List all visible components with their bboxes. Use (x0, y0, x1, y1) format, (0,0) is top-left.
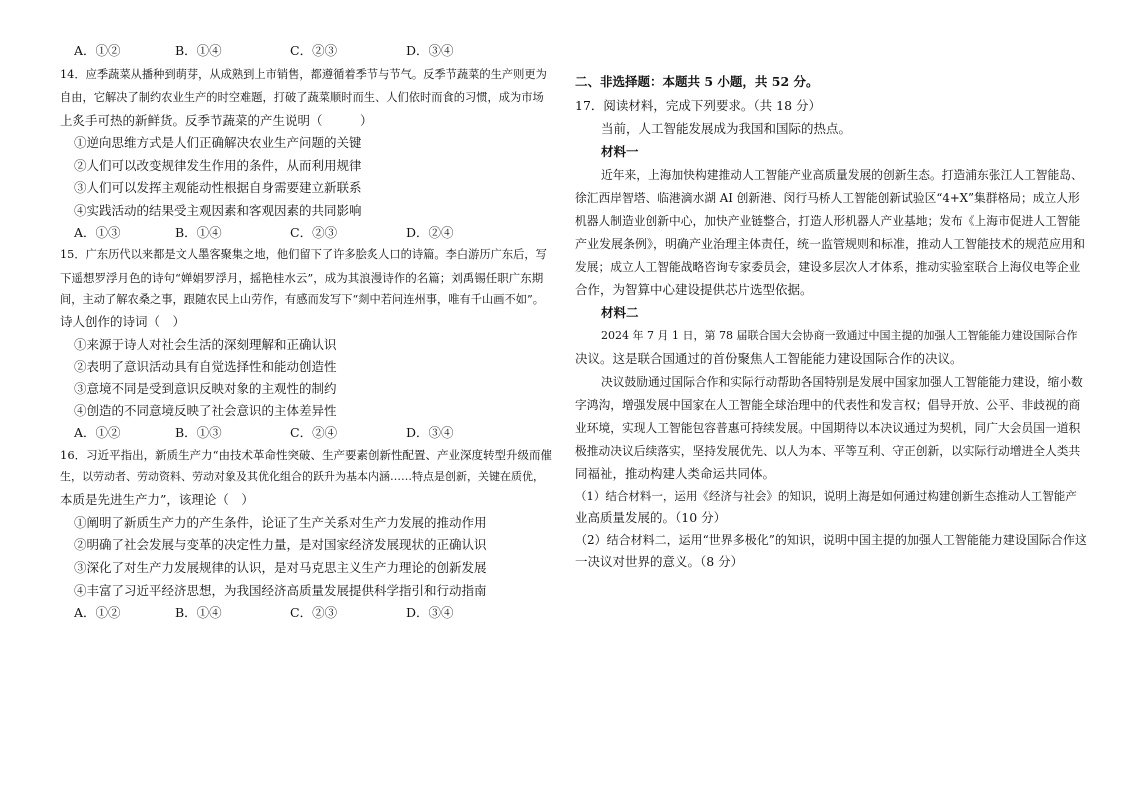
option-a: A．①② (74, 43, 121, 58)
option-c: C．②③ (290, 43, 338, 58)
option-b: B．①④ (175, 605, 222, 620)
q15-item-4: ④创造的不同意境反映了社会意识的主体差异性 (74, 403, 337, 418)
sub-question-2-line-2: 一决议对世界的意义。（8 分） (575, 554, 744, 569)
material-2-p1-line-1: 2024 年 7 月 1 日，第 78 届联合国大会协商一致通过中国主提的加强人工智能能力建设国际合作 (601, 329, 1078, 342)
material-1-line-2: 徐汇西岸智塔、临港滴水湖 AI 创新港、闵行马桥人工智能创新试验区“4+X”集群格局；成立人形 (575, 191, 1080, 205)
option-a: A．①② (74, 425, 121, 440)
q16-item-4: ④丰富了习近平经济思想，为我国经济高质量发展提供科学指引和行动指南 (74, 583, 487, 598)
q14-item-4: ④实践活动的结果受主观因素和客观因素的共同影响 (74, 203, 362, 218)
q15-item-2: ②表明了意识活动具有自觉选择性和能动创造性 (74, 359, 337, 374)
q16-item-2: ②明确了社会发展与变革的决定性力量，是对国家经济发展现状的正确认识 (74, 537, 487, 552)
q15-item-1: ①来源于诗人对社会生活的深刻理解和正确认识 (74, 337, 337, 352)
q17-title: 17．阅读材料，完成下列要求。（共 18 分） (575, 98, 822, 113)
option-a: A．①③ (74, 225, 121, 240)
q14-stem-line-3: 上炙手可热的新鲜货。反季节蔬菜的产生说明（ ） (60, 113, 373, 128)
sub-question-1-line-2: 业高质量发展的。（10 分） (575, 510, 727, 525)
q14-item-1: ①逆向思维方式是人们正确解决农业生产问题的关键 (74, 135, 362, 150)
q14-stem-line-1: 14．应季蔬菜从播种到萌芽，从成熟到上市销售，都遵循着季节与节气。反季节蔬菜的生产则更为 (60, 68, 547, 81)
q16-item-1: ①阐明了新质生产力的产生条件，论证了生产关系对生产力发展的推动作用 (74, 515, 487, 530)
material-1-line-5: 发展；成立人工智能战略咨询专家委员会，建设多层次人才体系，推动实验室联合上海仪电等企业 (575, 260, 1081, 274)
option-c: C．②④ (290, 425, 338, 440)
q16-stem-line-3: 本质是先进生产力”，该理论（ ） (60, 492, 254, 507)
section-title: 二、非选择题：本题共 5 小题，共 52 分。 (575, 74, 819, 89)
material-2-p2-line-3: 业环境，实现人工智能包容普惠可持续发展。中国期待以本决议通过为契机，同广大会员国一道积 (575, 421, 1081, 435)
q15-stem-line-2: 下遥想罗浮月色的诗句“婵娟罗浮月，摇艳桂水云”，成为其浪漫诗作的名篇；刘禹锡任职广东期 (60, 271, 544, 285)
option-b: B．①④ (175, 225, 222, 240)
material-2-title: 材料二 (601, 305, 639, 320)
option-d: D．③④ (406, 425, 454, 440)
material-1-line-6: 合作，为智算中心建设提供芯片选型依据。 (575, 282, 813, 297)
option-d: D．③④ (406, 43, 454, 58)
option-d: D．②④ (406, 225, 454, 240)
material-2-p2-line-1: 决议鼓励通过国际合作和实际行动帮助各国特别是发展中国家加强人工智能能力建设，缩小数 (601, 375, 1083, 389)
q15-stem-line-3: 间，主动了解农桑之事，跟随农民上山劳作，有感而发写下“剡中若问连州事，唯有千山画不如”。 (60, 293, 545, 306)
material-2-p1-line-2: 决议。这是联合国通过的首份聚焦人工智能能力建设国际合作的决议。 (575, 351, 963, 366)
q17-intro: 当前，人工智能发展成为我国和国际的热点。 (601, 121, 852, 136)
q15-stem-line-4: 诗人创作的诗词（ ） (60, 314, 186, 329)
material-2-p2-line-4: 极推动决议后续落实，坚持发展优先、以人为本、平等互利、守正创新，以实际行动增进全人类共 (575, 444, 1081, 458)
option-d: D．③④ (406, 605, 454, 620)
q16-stem-line-2: 生，以劳动者、劳动资料、劳动对象及其优化组合的跃升为基本内涵……特点是创新，关键在质优， (60, 470, 544, 483)
q14-stem-line-2: 自由，它解决了制约农业生产的时空难题，打破了蔬菜顺时而生、人们依时而食的习惯，成为市场 (60, 91, 544, 104)
material-2-p2-line-2: 字鸿沟，增强发展中国家在人工智能全球治理中的代表性和发言权；倡导开放、公平、非歧视的商 (575, 398, 1081, 412)
sub-question-1-line-1: （1）结合材料一，运用《经济与社会》的知识，说明上海是如何通过构建创新生态推动人工智能产 (575, 489, 1077, 503)
option-b: B．①④ (175, 43, 222, 58)
material-2-p2-line-5: 同福祉，推动构建人类命运共同体。 (575, 466, 776, 481)
material-1-line-3: 机器人制造业创新中心，加快产业链整合，打造人形机器人产业基地；发布《上海市促进人工智能 (575, 214, 1081, 228)
q16-item-3: ③深化了对生产力发展规律的认识，是对马克思主义生产力理论的创新发展 (74, 560, 487, 575)
option-a: A．①② (74, 605, 121, 620)
sub-question-2-line-1: （2）结合材料二，运用“世界多极化”的知识，说明中国主提的加强人工智能能力建设国际合作这 (575, 533, 1087, 547)
option-c: C．②③ (290, 225, 338, 240)
q14-item-2: ②人们可以改变规律发生作用的条件，从而利用规律 (74, 158, 362, 173)
material-1-line-1: 近年来，上海加快构建推动人工智能产业高质量发展的创新生态。打造浦东张江人工智能岛、 (601, 168, 1083, 182)
q16-stem-line-1: 16．习近平指出，新质生产力“由技术革命性突破、生产要素创新性配置、产业深度转型升级而催 (60, 448, 553, 462)
material-1-line-4: 产业发展条例》，明确产业治理主体责任，统一监管规则和标准，推动人工智能技术的规范应用和 (575, 237, 1086, 251)
material-1-title: 材料一 (601, 144, 639, 159)
q14-item-3: ③人们可以发挥主观能动性根据自身需要建立新联系 (74, 180, 362, 195)
option-b: B．①③ (175, 425, 222, 440)
q15-item-3: ③意境不同是受到意识反映对象的主观性的制约 (74, 381, 337, 396)
q15-stem-line-1: 15．广东历代以来都是文人墨客聚集之地，他们留下了许多脍炙人口的诗篇。李白游历广东后，写 (60, 248, 547, 261)
option-c: C．②③ (290, 605, 338, 620)
